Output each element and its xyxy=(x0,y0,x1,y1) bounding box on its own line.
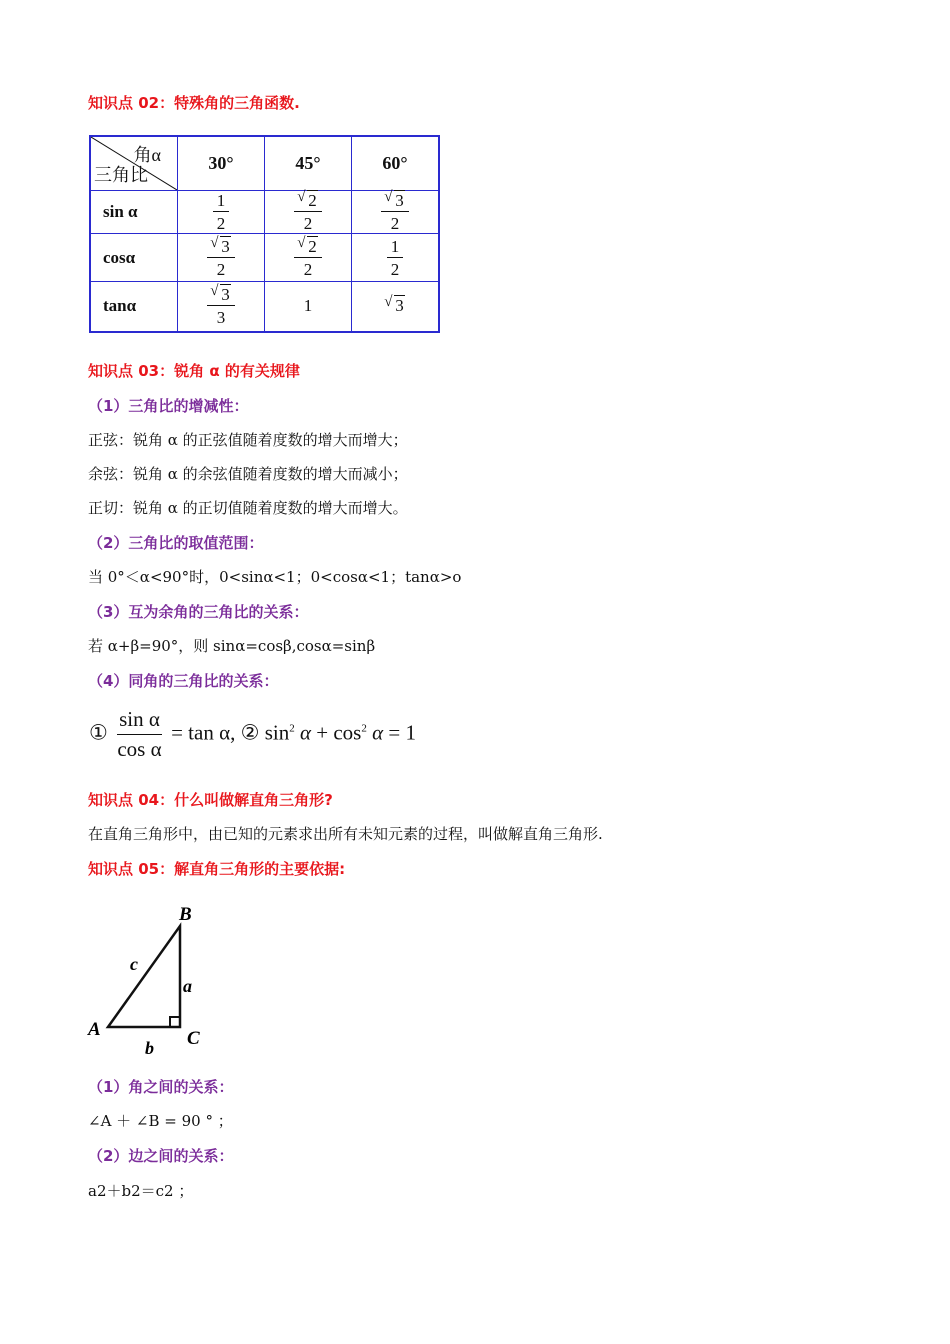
kp05-sub2: （2）边之间的关系： xyxy=(88,1147,234,1165)
frac-den: 2 xyxy=(303,214,313,233)
row-label-sin: sin α xyxy=(90,191,178,234)
frac-num-sqrt: 3 xyxy=(221,236,230,256)
right-triangle-diagram xyxy=(84,900,224,1060)
triangle-shape xyxy=(108,926,180,1027)
line-sin: 正弦：锐角 α 的正弦值随着度数的增大而增大； xyxy=(88,431,408,449)
identity-formula xyxy=(89,707,416,767)
side-b: b xyxy=(145,1038,154,1058)
header-45: 45° xyxy=(265,136,352,191)
frac-num-sqrt: 3 xyxy=(395,191,404,210)
formula-exp: 2 xyxy=(289,722,295,735)
kp05-title: 知识点 05：解直角三角形的主要依据: xyxy=(88,860,346,878)
row-label-tan: tanα xyxy=(90,282,178,332)
formula-num: sin α xyxy=(117,707,162,735)
circle-one: ① xyxy=(89,720,108,745)
kp03-sub4: （4）同角的三角比的关系： xyxy=(88,672,279,690)
sides-relation: a2＋b2＝c2 ； xyxy=(88,1182,194,1200)
vertex-A: A xyxy=(88,1019,101,1040)
frac-num: 1 xyxy=(387,238,404,258)
kp02-title: 知识点 02：特殊角的三角函数. xyxy=(88,94,300,112)
sqrt-value: 3 xyxy=(395,296,404,316)
header-60: 60° xyxy=(352,136,440,191)
formula-exp2: 2 xyxy=(361,722,367,735)
cell-tan-30 xyxy=(178,282,265,332)
frac-den: 2 xyxy=(303,259,313,279)
kp03-sub1: （1）三角比的增减性： xyxy=(88,397,249,415)
circle-two: ② xyxy=(240,720,260,745)
formula-den: cos α xyxy=(117,737,162,761)
frac-den: 2 xyxy=(390,214,400,233)
range-text: 当 0°＜α<90°时，0<sinα<1；0<cosα<1；tanα>o xyxy=(88,568,462,586)
corner-top-label: 角α xyxy=(133,145,161,165)
frac-num-sqrt: 2 xyxy=(308,236,317,256)
cell-tan-45: 1 xyxy=(265,282,352,332)
cell-sin-60 xyxy=(352,191,440,234)
header-30: 30° xyxy=(178,136,265,191)
row-label-cos: cosα xyxy=(90,234,178,282)
kp03-sub3: （3）互为余角的三角比的关系： xyxy=(88,603,309,621)
formula-eq2: = 1 xyxy=(388,720,416,745)
complement-text: 若 α+β=90°，则 sinα=cosβ,cosα=sinβ xyxy=(88,637,376,655)
cell-sin-30 xyxy=(178,191,265,234)
line-cos: 余弦：锐角 α 的余弦值随着度数的增大而减小； xyxy=(88,465,408,483)
corner-bottom-label: 三角比 xyxy=(94,165,148,185)
frac-den: 2 xyxy=(390,259,400,279)
trig-table xyxy=(89,135,440,333)
formula-alpha2: α xyxy=(372,720,384,745)
frac-num-sqrt: 3 xyxy=(221,285,230,305)
cell-sin-45 xyxy=(265,191,352,234)
vertex-B: B xyxy=(179,904,192,925)
kp03-title: 知识点 03：锐角 α 的有关规律 xyxy=(88,362,300,380)
formula-plus-cos: + cos xyxy=(316,720,362,745)
kp03-sub2: （2）三角比的取值范围： xyxy=(88,534,264,552)
side-a: a xyxy=(183,976,192,996)
frac-den: 3 xyxy=(216,308,226,328)
right-angle-mark xyxy=(170,1017,180,1027)
frac-num-sqrt: 2 xyxy=(308,191,317,210)
formula-sin: sin xyxy=(264,720,290,745)
cell-cos-60 xyxy=(352,234,440,282)
formula-eq1: = tan α, xyxy=(171,720,236,745)
frac-den: 2 xyxy=(216,214,226,233)
line-tan: 正切：锐角 α 的正切值随着度数的增大而增大。 xyxy=(88,499,408,517)
cell-cos-30 xyxy=(178,234,265,282)
angles-relation: ∠A ＋ ∠B = 90 ° ； xyxy=(88,1112,233,1130)
cell-cos-45 xyxy=(265,234,352,282)
kp04-title: 知识点 04：什么叫做解直角三角形? xyxy=(88,791,333,809)
frac-num: 1 xyxy=(213,192,230,212)
kp04-text: 在直角三角形中，由已知的元素求出所有未知元素的过程，叫做解直角三角形. xyxy=(88,825,603,843)
formula-alpha: α xyxy=(299,720,311,745)
frac-den: 2 xyxy=(216,259,226,279)
cell-tan-60 xyxy=(352,282,440,332)
side-c: c xyxy=(130,954,138,974)
vertex-C: C xyxy=(187,1028,200,1049)
table-corner xyxy=(90,136,178,191)
kp05-sub1: （1）角之间的关系： xyxy=(88,1078,234,1096)
